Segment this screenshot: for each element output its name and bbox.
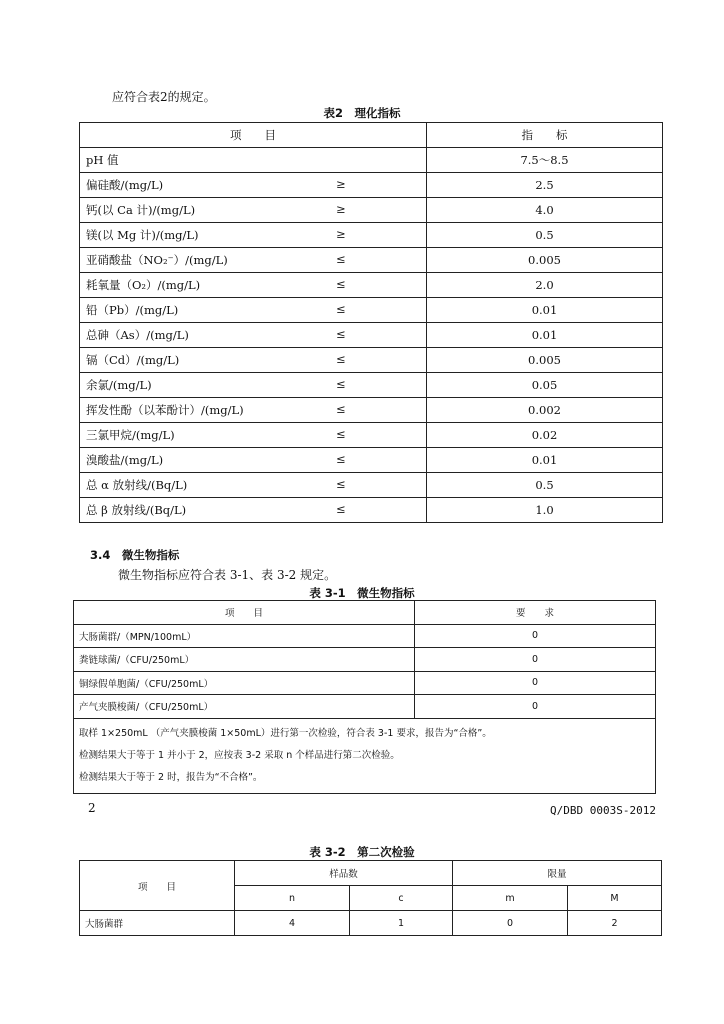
row-value: 0.5	[427, 473, 663, 498]
table-row	[74, 624, 656, 648]
row-name-cell	[80, 248, 427, 273]
row-value: 0.005	[427, 348, 663, 373]
row-value: 0.5	[427, 223, 663, 248]
row-name: 三氯甲烷/(mg/L)	[86, 428, 175, 442]
row-value: 0.002	[427, 398, 663, 423]
table31-body	[74, 624, 656, 718]
section-heading: 3.4 微生物指标	[90, 548, 180, 562]
row-symbol: ≤	[336, 327, 346, 341]
row-name: 总砷（As）/(mg/L)	[86, 328, 189, 342]
row-name: 亚硝酸盐（NO₂⁻）/(mg/L)	[86, 253, 228, 267]
subheader-c: c	[350, 886, 453, 911]
row-name-cell	[80, 198, 427, 223]
microbiology-table	[73, 600, 656, 794]
row-name-cell	[80, 373, 427, 398]
row-name: 产气夹膜梭菌/（CFU/250mL）	[74, 695, 415, 719]
physicochemical-table	[79, 122, 663, 523]
document-code: Q/DBD 0003S-2012	[550, 804, 656, 817]
subheader-M: M	[568, 886, 662, 911]
row-c: 1	[350, 911, 453, 936]
table-row	[80, 473, 663, 498]
row-value: 0	[415, 648, 656, 672]
notes-row	[74, 718, 656, 793]
row-name: 铅（Pb）/(mg/L)	[86, 303, 179, 317]
page-number: 2	[88, 801, 96, 815]
subheader-n: n	[235, 886, 350, 911]
notes-cell	[74, 718, 656, 793]
row-value: 0.02	[427, 423, 663, 448]
row-name: pH 值	[86, 153, 119, 167]
row-name: 溴酸盐/(mg/L)	[86, 453, 164, 467]
row-symbol: ≤	[336, 427, 346, 441]
row-symbol: ≤	[336, 502, 346, 516]
row-symbol: ≥	[336, 227, 346, 241]
row-symbol: ≥	[336, 202, 346, 216]
header-item: 项 目	[80, 123, 427, 148]
table-row	[80, 323, 663, 348]
row-value: 0.005	[427, 248, 663, 273]
row-value: 0	[415, 695, 656, 719]
row-name: 大肠菌群/（MPN/100mL）	[74, 624, 415, 648]
row-symbol: ≤	[336, 477, 346, 491]
row-symbol: ≤	[336, 402, 346, 416]
table31-caption: 表 3-1 微生物指标	[309, 586, 415, 600]
row-symbol: ≤	[336, 377, 346, 391]
table-row	[74, 648, 656, 672]
header-item: 项 目	[80, 861, 235, 911]
second-inspection-table	[79, 860, 662, 936]
note-line: 检测结果大于等于 2 时，报告为“不合格”。	[79, 771, 263, 783]
row-name-cell	[80, 298, 427, 323]
row-value: 2.5	[427, 173, 663, 198]
table2-body	[80, 148, 663, 523]
row-value: 0.05	[427, 373, 663, 398]
row-name-cell	[80, 273, 427, 298]
table-row	[80, 148, 663, 173]
table-row	[80, 448, 663, 473]
table-row	[74, 671, 656, 695]
row-n: 4	[235, 911, 350, 936]
row-symbol: ≤	[336, 452, 346, 466]
table2-caption: 表2 理化指标	[323, 106, 401, 120]
row-name: 镁(以 Mg 计)/(mg/L)	[86, 228, 199, 242]
row-symbol: ≥	[336, 177, 346, 191]
row-symbol: ≤	[336, 352, 346, 366]
row-name-cell	[80, 448, 427, 473]
table-row	[80, 273, 663, 298]
row-m: 0	[453, 911, 568, 936]
table32-caption: 表 3-2 第二次检验	[309, 845, 415, 859]
row-name-cell	[80, 348, 427, 373]
table-row	[80, 498, 663, 523]
table-row	[80, 398, 663, 423]
row-name-cell	[80, 223, 427, 248]
table-row	[80, 223, 663, 248]
section-body: 微生物指标应符合表 3-1、表 3-2 规定。	[118, 568, 337, 582]
header-value: 要 求	[415, 601, 656, 625]
row-name: 镉（Cd）/(mg/L)	[86, 353, 180, 367]
row-value: 0.01	[427, 448, 663, 473]
row-M: 2	[568, 911, 662, 936]
table-header-row	[80, 861, 662, 886]
row-name: 粪链球菌/（CFU/250mL）	[74, 648, 415, 672]
table-row	[80, 298, 663, 323]
row-name: 耗氧量（O₂）/(mg/L)	[86, 278, 201, 292]
row-name-cell	[80, 423, 427, 448]
row-name: 大肠菌群	[80, 911, 235, 936]
note-line: 取样 1×250mL （产气夹膜梭菌 1×50mL）进行第一次检验，符合表 3-1 要求，报告为“合格”。	[79, 727, 492, 739]
row-name: 余氯/(mg/L)	[86, 378, 152, 392]
row-name-cell	[80, 398, 427, 423]
row-symbol: ≤	[336, 277, 346, 291]
header-item: 项 目	[74, 601, 415, 625]
row-name: 钙(以 Ca 计)/(mg/L)	[86, 203, 196, 217]
table-row	[80, 173, 663, 198]
row-value: 1.0	[427, 498, 663, 523]
row-name-cell	[80, 148, 427, 173]
row-value: 4.0	[427, 198, 663, 223]
table-row	[74, 695, 656, 719]
row-symbol: ≤	[336, 252, 346, 266]
table-header-row	[80, 123, 663, 148]
row-name: 铜绿假单胞菌/（CFU/250mL）	[74, 671, 415, 695]
row-name-cell	[80, 323, 427, 348]
row-name: 偏硅酸/(mg/L)	[86, 178, 164, 192]
subheader-m: m	[453, 886, 568, 911]
row-value: 0	[415, 671, 656, 695]
row-value: 0.01	[427, 323, 663, 348]
row-value: 0	[415, 624, 656, 648]
table-row	[80, 348, 663, 373]
row-symbol: ≤	[336, 302, 346, 316]
row-name-cell	[80, 473, 427, 498]
table-row	[80, 911, 662, 936]
table-row	[80, 423, 663, 448]
table-row	[80, 373, 663, 398]
intro-text: 应符合表2的规定。	[112, 90, 216, 104]
table-row	[80, 198, 663, 223]
table-row	[80, 248, 663, 273]
note-line: 检测结果大于等于 1 并小于 2，应按表 3-2 采取 n 个样品进行第二次检验。	[79, 749, 400, 761]
row-value: 0.01	[427, 298, 663, 323]
header-limits: 限量	[453, 861, 662, 886]
row-name-cell	[80, 173, 427, 198]
row-value: 7.5～8.5	[427, 148, 663, 173]
row-name-cell	[80, 498, 427, 523]
header-value: 指 标	[427, 123, 663, 148]
row-value: 2.0	[427, 273, 663, 298]
row-name: 挥发性酚（以苯酚计）/(mg/L)	[86, 403, 244, 417]
row-name: 总 β 放射线/(Bq/L)	[86, 503, 187, 517]
row-name: 总 α 放射线/(Bq/L)	[86, 478, 188, 492]
header-samples: 样品数	[235, 861, 453, 886]
table-header-row	[74, 601, 656, 625]
